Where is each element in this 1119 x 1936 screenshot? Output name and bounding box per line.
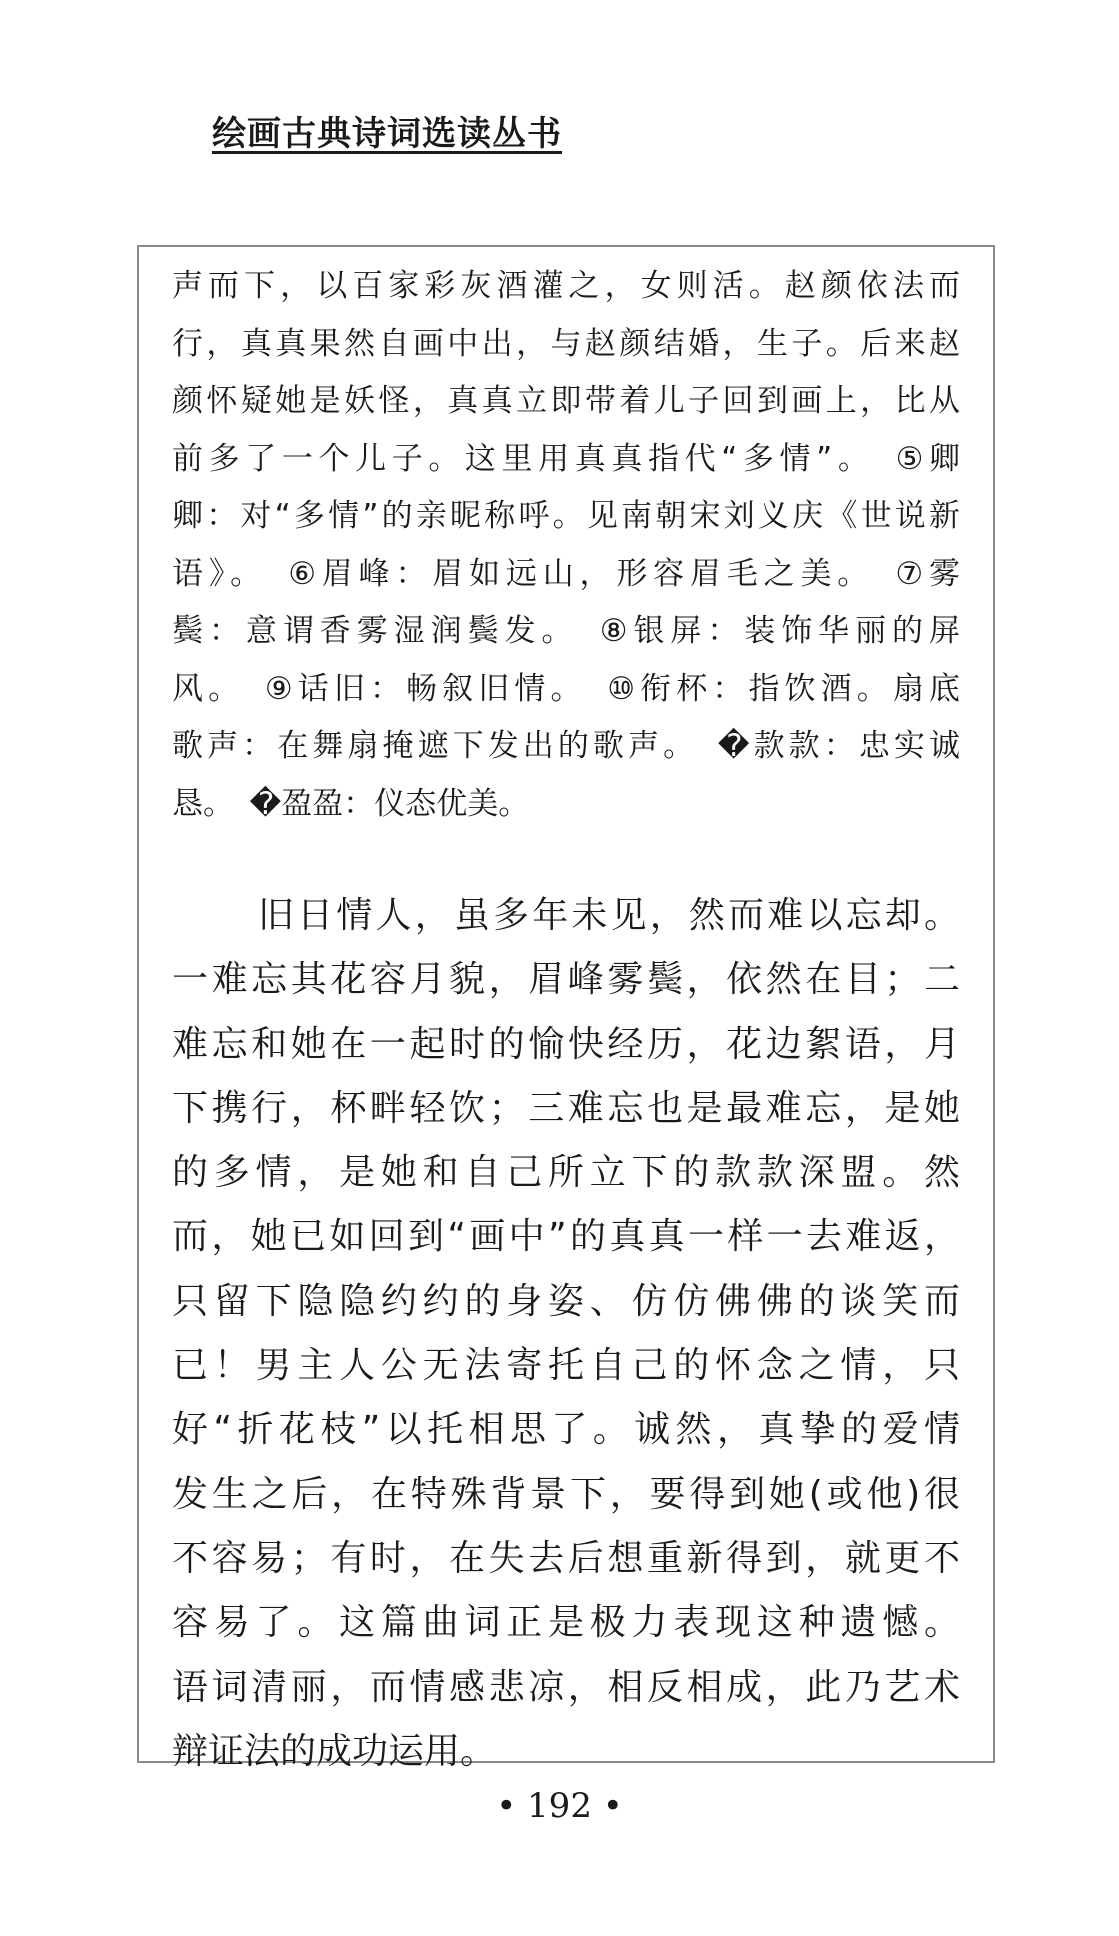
note-line: 风。 ⑨话旧：畅叙旧情。 ⑩衔杯：指饮酒。扇底	[172, 670, 960, 707]
page-number: • 192 •	[496, 1786, 623, 1826]
commentary-line: 辩证法的成功运用。	[172, 1730, 497, 1772]
annotation-notes	[172, 258, 960, 833]
note-line: 颜怀疑她是妖怪，真真立即带着儿子回到画上，比从	[172, 383, 960, 419]
note-line: 恳。 �盈盈：仪态优美。	[172, 785, 530, 822]
commentary-line: 只留下隐隐约约的身姿、仿仿佛佛的谈笑而	[172, 1280, 960, 1322]
commentary-paragraph	[172, 884, 960, 1784]
note-line: 语》。 ⑥眉峰：眉如远山，形容眉毛之美。 ⑦雾	[172, 555, 960, 592]
series-title: 绘画古典诗词选读丛书	[212, 114, 562, 154]
commentary-line: 难忘和她在一起时的愉快经历，花边絮语，月	[172, 1023, 960, 1065]
note-line: 行，真真果然自画中出，与赵颜结婚，生子。后来赵	[172, 325, 960, 362]
note-line: 声而下，以百家彩灰酒灌之，女则活。赵颜依法而	[172, 268, 960, 304]
commentary-line: 发生之后，在特殊背景下，要得到她(或他)很	[172, 1473, 960, 1515]
commentary-line: 语词清丽，而情感悲凉，相反相成，此乃艺术	[172, 1666, 960, 1708]
commentary-line: 已！男主人公无法寄托自己的怀念之情，只	[172, 1345, 960, 1387]
commentary-line: 容易了。这篇曲词正是极力表现这种遗憾。	[172, 1602, 960, 1644]
note-line: 前多了一个儿子。这里用真真指代“多情”。 ⑤卿	[172, 440, 960, 477]
note-line: 歌声：在舞扇掩遮下发出的歌声。 �款款：忠实诚	[172, 728, 960, 764]
commentary-line: 下携行，杯畔轻饮；三难忘也是最难忘，是她	[172, 1087, 960, 1129]
note-line: 鬓：意谓香雾湿润鬓发。 ⑧银屏：装饰华丽的屏	[172, 613, 960, 649]
commentary-line: 而，她已如回到“画中”的真真一样一去难返，	[172, 1216, 960, 1258]
commentary-line: 旧日情人，虽多年未见，然而难以忘却。	[258, 895, 960, 936]
commentary-line: 一难忘其花容月貌，眉峰雾鬓，依然在目；二	[172, 959, 960, 1001]
commentary-line: 的多情，是她和自己所立下的款款深盟。然	[172, 1152, 960, 1194]
note-line: 卿：对“多情”的亲昵称呼。见南朝宋刘义庆《世说新	[172, 498, 960, 534]
commentary-line: 好“折花枝”以托相思了。诚然，真挚的爱情	[172, 1409, 960, 1451]
commentary-line: 不容易；有时，在失去后想重新得到，就更不	[172, 1537, 960, 1579]
